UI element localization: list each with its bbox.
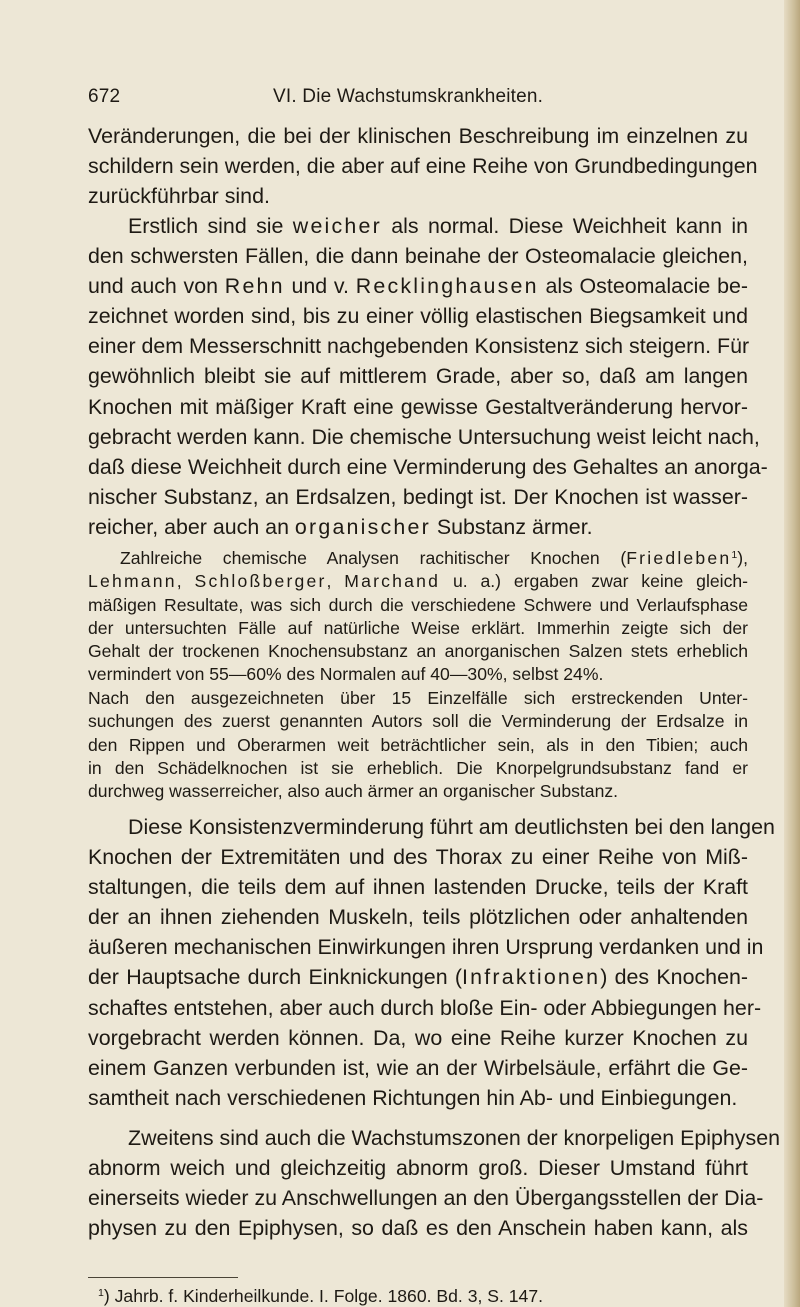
text-line: einer dem Messerschnitt nachgebenden Konsistenz sich steigern. Für [88,334,750,359]
footnote [98,1285,738,1307]
text-line: Zahlreiche chemische Analysen rachitischer Knochen (Friedleben$^1$), [120,548,748,568]
text-line: Knochen mit mäßiger Kraft eine gewisse Gestaltveränderung hervor- [88,394,748,419]
text-line: einerseits wieder zu Anschwellungen an den Übergangsstellen der Dia- [88,1186,764,1211]
emphasis: organischer [294,514,431,539]
text-line: nischer Substanz, an Erdsalzen, bedingt ist. Der Knochen ist wasser- [88,484,748,509]
text-line: staltungen, die teils dem auf ihnen lastenden Drucke, teils der Kraft [88,875,748,900]
text-line: Veränderungen, die bei der klinischen Beschreibung im einzelnen zu [88,124,748,148]
author-name: Friedleben [626,548,732,568]
text-line: der untersuchten Fälle auf natürliche Weise erklärt. Immerhin zeigte sich der [88,617,748,638]
text-line: durchweg wasserreicher, also auch ärmer an organischer Substanz. [88,781,619,802]
text-line: abnorm weich und gleichzeitig abnorm groß. Dieser Umstand führt [88,1156,748,1181]
text-line: den schwersten Fällen, die dann beinahe der Osteomalacie gleichen, [88,244,748,269]
text-line: gewöhnlich bleibt sie auf mittlerem Grade, aber so, daß am langen [88,364,748,389]
paragraph-2 [88,211,768,542]
text-line: physen zu den Epiphysen, so daß es den Anschein haben kann, als [88,1216,748,1241]
text-line: in den Schädelknochen ist sie erheblich. Die Knorpelgrundsubstanz fand er [88,757,748,778]
text-line: gebracht werden kann. Die chemische Untersuchung weist leicht nach, [88,424,760,449]
footnote-reference: 1 [731,549,738,562]
text-line: Diese Konsistenzverminderung führt am deutlichsten bei den langen [128,815,775,839]
text-line: vermindert von 55—60% des Normalen auf 40—30%, selbst 24%. [88,664,604,685]
text-line: suchungen des zuerst genannten Autors soll die Verminderung der Erdsalze in [88,711,748,732]
text-line: reicher, aber auch an organischer Substanz ärmer. [88,514,593,539]
text-line: Gehalt der trockenen Knochensubstanz an anorganischen Salzen stets erheblich [88,641,748,662]
text-line: der an ihnen ziehenden Muskeln, teils plötzlichen oder anhaltenden [88,905,748,930]
text-line: und auch von Rehn und v. Recklinghausen als Osteomalacie be- [88,274,748,299]
emphasis: Infraktionen [462,965,601,990]
paragraph-1 [88,121,758,211]
paragraph-4 [88,1123,780,1243]
text-line: zeichnet worden sind, bis zu einer völlig elastischen Biegsamkeit und [88,304,748,329]
footnote-marker: 1 [98,1287,104,1300]
author-name: Recklinghausen [355,274,539,299]
text-line: Knochen der Extremitäten und des Thorax zu einer Reihe von Miß- [88,845,748,870]
text-line: schildern sein werden, die aber auf eine Reihe von Grundbedingungen [88,154,758,179]
small-print-paragraph-2 [88,687,748,803]
text-line: vorgebracht werden können. Da, wo eine Reihe kurzer Knochen zu [88,1025,748,1050]
text-line: Erstlich sind sie weicher als normal. Diese Weichheit kann in [128,214,748,238]
text-line: der Hauptsache durch Einknickungen (Infraktionen) des Knochen- [88,965,748,990]
text-line: mäßigen Resultate, was sich durch die verschiedene Schwere und Verlaufsphase [88,594,748,615]
page-edge-shadow [784,0,800,1307]
text-line: den Rippen und Oberarmen weit beträchtlicher sein, als in den Tibien; auch [88,734,748,755]
page-number: 672 [88,86,121,107]
text-line: Zweitens sind auch die Wachstumszonen der knorpeligen Epiphysen [128,1126,780,1150]
text-line: schaftes entstehen, aber auch durch bloße Ein- oder Abbiegungen her- [88,995,762,1020]
author-name: Lehmann [88,571,177,592]
author-name: Rehn [224,274,285,299]
text-line: samtheit nach verschiedenen Richtungen hin Ab- und Einbiegungen. [88,1085,738,1110]
text-line: äußeren mechanischen Einwirkungen ihren Ursprung verdanken und in [88,935,764,960]
author-name: Schloßberger [194,571,327,592]
text-line: daß diese Weichheit durch eine Verminderung des Gehaltes an anorga- [88,454,768,479]
chapter-title: VI. Die Wachstumskrankheiten. [273,86,544,107]
text-line: einem Ganzen verbunden ist, wie an der Wirbelsäule, erfährt die Ge- [88,1055,748,1080]
footnote-text: ) Jahrb. f. Kinderheilkunde. I. Folge. 1860. Bd. 3, S. 147. [103,1286,544,1306]
author-name: Marchand [344,571,441,592]
footnote-divider [88,1277,238,1278]
text-line: Nach den ausgezeichneten über 15 Einzelfälle sich erstreckenden Unter- [88,688,748,708]
text-line: Lehmann, Schloßberger, Marchand u. a.) ergaben zwar keine gleich- [88,571,749,592]
emphasis: weicher [292,214,382,238]
small-print-paragraph-1 [88,547,748,687]
running-head [88,86,748,112]
text-line: zurückführbar sind. [88,184,270,209]
paragraph-3 [88,812,775,1113]
